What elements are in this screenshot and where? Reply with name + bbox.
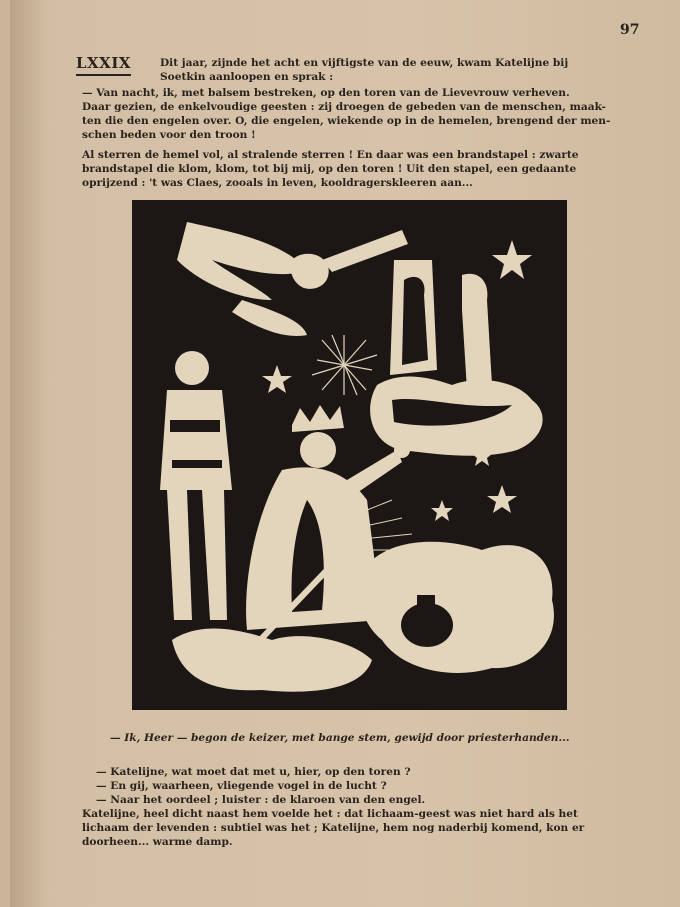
text-line: Dit jaar, zijnde het acht en vijftigste van de eeuw, kwam Katelijne bij [160,57,569,69]
dialogue [96,765,626,807]
text-line: — Van nacht, ik, met balsem bestreken, op den toren van de Lievevrouw verheven. [82,87,570,99]
text-line: — Katelijne, wat moet dat met u, hier, op den toren ? [96,766,411,778]
text-line: brandstapel die klom, klom, tot bij mij, op den toren ! Uit den stapel, een gedaante [82,163,577,175]
text-line: ten die den engelen over. O, die engelen, wiekende op in de hemelen, brengend der men- [82,115,611,127]
woodcut-angel-emperor-icon [132,200,567,710]
text-line: — En gij, waarheen, vliegende vogel in de lucht ? [96,780,387,792]
text-line: Daar gezien, de enkelvoudige geesten : zij droegen de gebeden van de menschen, maak- [82,101,606,113]
text-line: — Naar het oordeel ; luister : de klaroen van den engel. [96,794,426,806]
text-line: Soetkin aanloopen en sprak : [160,71,334,83]
paragraph-three [82,148,632,190]
paragraph-two [82,86,632,142]
intro-paragraph [160,56,630,84]
text-line: Katelijne, heel dicht naast hem voelde het : dat lichaam-geest was niet hard als het [82,808,578,820]
text-line: oprijzend : 't was Claes, zooals in leven, kooldragerskleeren aan... [82,177,473,189]
book-page [10,0,680,907]
text-line: schen beden voor den troon ! [82,129,256,141]
text-line: doorheen... warme damp. [82,836,233,848]
text-line: lichaam der levenden : subtiel was het ; Katelijne, hem nog naderbij komend, kon er [82,822,585,834]
text-line: Al sterren de hemel vol, al stralende sterren ! En daar was een brandstapel : zwarte [82,149,579,161]
illustration-caption: — Ik, Heer — begon de keizer, met bange stem, gewijd door priesterhanden... [110,732,570,744]
closing-paragraph [82,807,632,849]
chapter-number: LXXIX [76,54,131,76]
page-number: 97 [620,22,640,38]
